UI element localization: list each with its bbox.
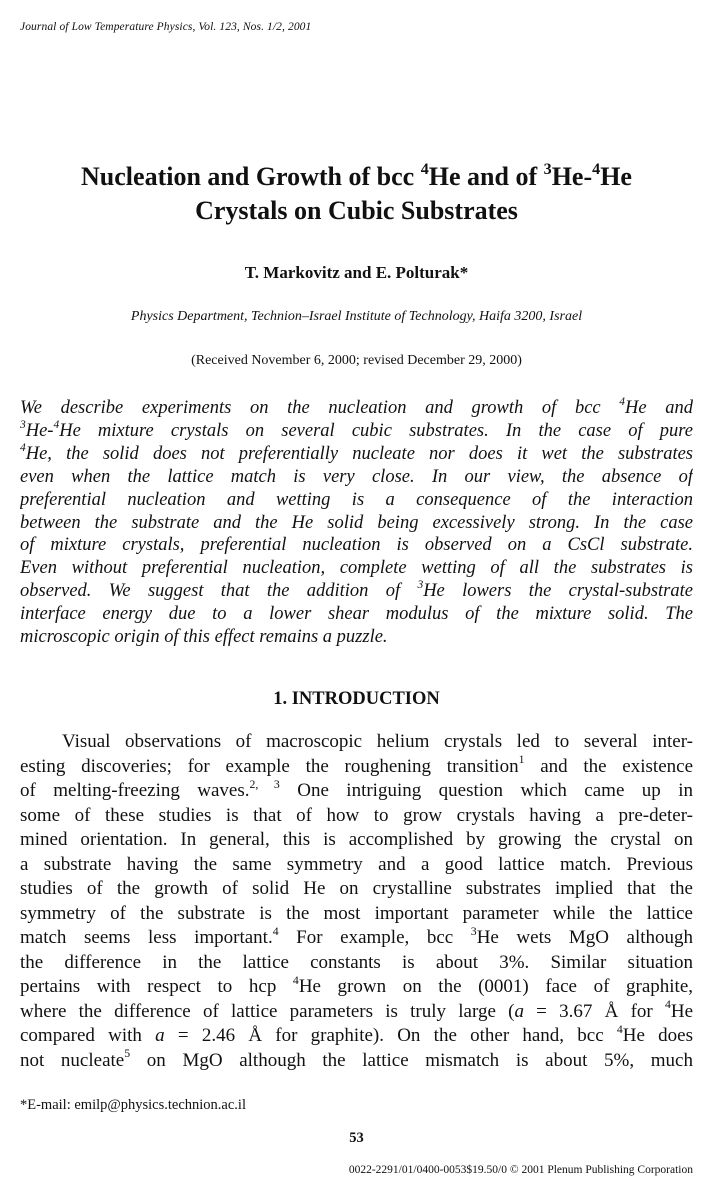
abstract-superscript: 3 (417, 580, 424, 591)
body-line (20, 1000, 693, 1025)
body-line: mined orientation. In general, this is accomplished by growing the crystal on (20, 829, 693, 850)
body-text: not nucleate (20, 1049, 125, 1071)
citation-superscript: 4 (272, 926, 279, 938)
title-line-2: Crystals on Cubic Substrates (195, 196, 518, 225)
affiliation: Physics Department, Technion–Israel Institute of Technology, Haifa 3200, Israel (130, 309, 583, 324)
body-line: the difference in the lattice constants is about 3%. Similar situation (20, 951, 693, 973)
title-text: He- (551, 162, 593, 191)
body-text: esting discoveries; for example the roughening transition (20, 755, 519, 777)
title-superscript: 3 (543, 160, 552, 178)
title-text: He and of (428, 162, 544, 191)
abstract-line: interface energy due to a lower shear modulus of the mixture solid. The (20, 604, 693, 625)
abstract-line: even when the lattice match is very close. In our view, the absence of (20, 466, 693, 487)
body-text: = 3.67 Å for (523, 1000, 665, 1022)
math-variable: a (514, 1000, 524, 1022)
body-line (20, 1049, 693, 1074)
abstract-line: Even without preferential nucleation, complete wetting of all the substrates is (20, 558, 693, 579)
math-variable: a (155, 1025, 165, 1046)
isotope-superscript: 4 (664, 999, 671, 1011)
body-text: on MgO although the lattice mismatch is about 5%, much (130, 1049, 693, 1071)
article-title (20, 160, 693, 228)
body-text: = 2.46 Å for graphite). On the other hand, bcc (164, 1025, 617, 1046)
abstract-text: He mixture crystals on several cubic substrates. In the case of pure (59, 420, 693, 441)
body-text: For example, bcc (278, 927, 471, 948)
authors: T. Markovitz and E. Polturak* (244, 263, 469, 282)
abstract-line (20, 580, 693, 603)
body-line (20, 1024, 693, 1049)
body-line (20, 779, 693, 804)
body-text: match seems less important. (20, 927, 273, 948)
body-text: He does (622, 1025, 693, 1046)
isotope-superscript: 4 (292, 975, 299, 987)
body-line: some of these studies is that of how to grow crystals having a pre-deter- (20, 804, 693, 826)
citation-superscript: 5 (124, 1048, 131, 1060)
body-text: pertains with respect to hcp (20, 976, 293, 997)
received-dates: (Received November 6, 2000; revised December 29, 2000) (191, 353, 522, 368)
isotope-superscript: 3 (470, 926, 477, 938)
body-text: where the difference of lattice parameters is truly large ( (20, 1000, 515, 1022)
body-text: He grown on the (0001) face of graphite, (298, 976, 693, 997)
page-number: 53 (349, 1130, 364, 1146)
body-line: Visual observations of macroscopic helium crystals led to several inter- (62, 731, 693, 752)
body-text: of melting-freezing waves. (20, 780, 250, 801)
citation-superscript: 1 (518, 754, 525, 766)
abstract (20, 397, 693, 649)
body-text: One intriguing question which came up in (279, 780, 693, 801)
abstract-text: observed. We suggest that the addition of (20, 581, 418, 602)
body-line: symmetry of the substrate is the most important parameter while the lattice (20, 902, 693, 924)
abstract-line (20, 397, 693, 420)
abstract-line: preferential nucleation and wetting is a consequence of the interaction (20, 489, 693, 510)
running-head: Journal of Low Temperature Physics, Vol. 123, Nos. 1/2, 2001 (20, 21, 312, 33)
abstract-superscript: 3 (20, 419, 26, 431)
body-text: and the existence (524, 755, 693, 777)
title-superscript: 4 (592, 160, 601, 178)
abstract-line: between the substrate and the He solid being excessively strong. In the case (20, 512, 693, 533)
footnote-email: *E-mail: emilp@physics.technion.ac.il (20, 1097, 246, 1113)
citation-superscript: 2, 3 (249, 779, 280, 791)
body-line (20, 926, 693, 951)
abstract-text: He and (625, 398, 693, 418)
introduction-paragraph (20, 730, 693, 1073)
abstract-text: We describe experiments on the nucleation and growth of bcc (20, 398, 620, 418)
body-line: studies of the growth of solid He on crystalline substrates implied that the (20, 878, 693, 899)
abstract-line (20, 420, 693, 443)
title-superscript: 4 (420, 160, 429, 178)
body-line (20, 975, 693, 1000)
body-line (20, 755, 693, 780)
copyright-line: 0022-2291/01/0400-0053$19.50/0 © 2001 Plenum Publishing Corporation (348, 1164, 693, 1176)
abstract-text: He- (25, 420, 54, 441)
body-line: a substrate having the same symmetry and a good lattice match. Previous (20, 853, 693, 875)
isotope-superscript: 4 (616, 1024, 623, 1036)
title-text: Nucleation and Growth of bcc (81, 162, 421, 191)
abstract-line (20, 443, 693, 466)
abstract-superscript: 4 (619, 397, 626, 408)
abstract-superscript: 4 (53, 419, 60, 431)
abstract-superscript: 4 (20, 442, 26, 454)
body-text: He wets MgO although (476, 927, 693, 948)
body-text: compared with (20, 1025, 156, 1046)
abstract-text: He lowers the crystal-substrate (423, 581, 693, 602)
section-heading-introduction: 1. INTRODUCTION (273, 689, 440, 709)
body-text: He (670, 1000, 693, 1022)
title-text: He (600, 162, 632, 191)
abstract-line: of mixture crystals, preferential nucleation is observed on a CsCl substrate. (20, 535, 693, 556)
abstract-text: He, the solid does not preferentially nucleate nor does it wet the substrates (25, 443, 693, 464)
abstract-line: microscopic origin of this effect remains a puzzle. (20, 627, 388, 648)
